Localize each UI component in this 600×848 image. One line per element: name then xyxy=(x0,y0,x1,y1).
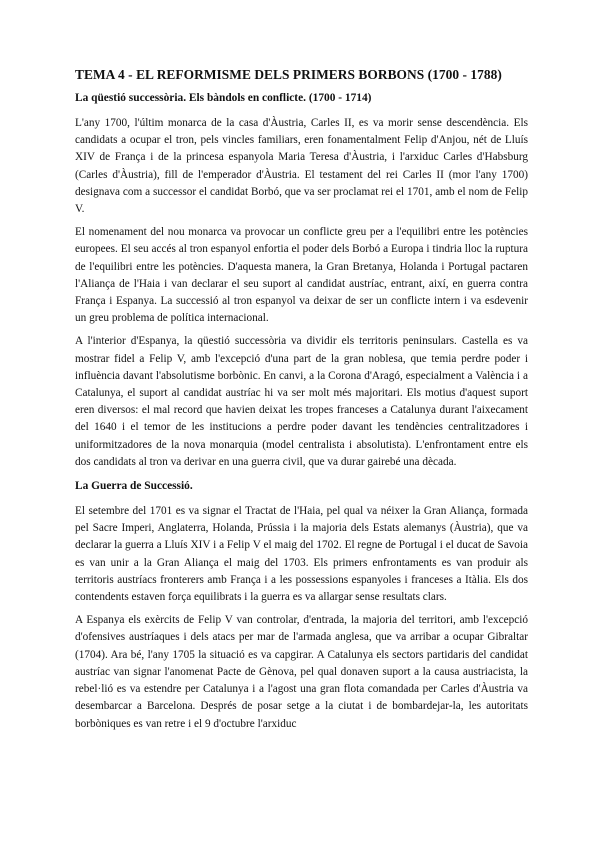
paragraph: El nomenament del nou monarca va provocar un conflicte greu per a l'equilibri entre les potències europees. El seu accés al tron espanyol enfortia el poder dels Borbó a Europa i tindria lloc la ruptura de l'equilibri entre les potències. D'aquesta manera, la Gran Bretanya, Holanda i Portugal pactaren l'Aliança de l'Haia i van declarar el seu suport al candidat austríac, entrant, així, en guerra contra França i Espanya. La successió al tron espanyol va deixar de ser un conflicte intern i va esdevenir un greu problema de política internacional. xyxy=(75,226,528,325)
section-heading-succession-question: La qüestió successòria. Els bàndols en conflicte. (1700 - 1714) xyxy=(75,92,372,104)
page-title: TEMA 4 - EL REFORMISME DELS PRIMERS BORBONS (1700 - 1788) xyxy=(75,67,502,82)
paragraph: El setembre del 1701 es va signar el Tractat de l'Haia, pel qual va néixer la Gran Aliança, formada pel Sacre Imperi, Anglaterra, Holanda, Prússia i la majoria dels Estats alemanys (Àustria), que va declarar la guerra a Lluís XIV i a Felip V el maig del 1702. El regne de Portugal i el ducat de Savoia es van unir a la Gran Aliança el maig del 1703. Els primers enfrontaments es van produir als territoris austríacs fronterers amb França i a les possessions espanyoles i franceses a Itàlia. Els dos contendents estaven força equilibrats i la guerra es va allargar sense resultats clars. xyxy=(75,505,528,604)
paragraph: L'any 1700, l'últim monarca de la casa d'Àustria, Carles II, es va morir sense descendència. Els candidats a ocupar el tron, pels vincles familiars, eren fonamentalment Felip d'Anjou, nét de Lluís XIV de França i de la princesa espanyola Maria Teresa d'Àustria, i l'arxiduc Carles d'Habsburg (Carles d'Àustria), fill de l'emperador d'Àustria. El testament del rei Carles II (mor l'any 1700) designava com a successor el candidat Borbó, que va ser proclamat rei el 1701, amb el nom de Felip V. xyxy=(75,117,528,216)
document-page xyxy=(75,67,528,739)
paragraph: A Espanya els exèrcits de Felip V van controlar, d'entrada, la majoria del territori, amb l'excepció d'ofensives austríaques i dels atacs per mar de l'armada anglesa, que va arribar a ocupar Gibraltar (1704). Ara bé, l'any 1705 la situació es va capgirar. A Catalunya els sectors partidaris del candidat austríac van signar l'anomenat Pacte de Gènova, pel qual donaven suport a la causa austriacista, la rebel·lió es va estendre per Catalunya i a l'agost una gran flota comandada per Carles d'Àustria va desembarcar a Barcelona. Després de posar setge a la ciutat i de bombardejar-la, les autoritats borbòniques es van retre i el 9 d'octubre l'arxiduc xyxy=(75,614,528,730)
section-heading-war-of-succession: La Guerra de Successió. xyxy=(75,480,193,493)
paragraph: A l'interior d'Espanya, la qüestió successòria va dividir els territoris peninsulars. Castella es va mostrar fidel a Felip V, amb l'excepció d'una part de la gran noblesa, que temia perdre poder i influència davant l'absolutisme borbònic. En canvi, a la Corona d'Aragó, especialment a València i a Catalunya, el suport al candidat austríac hi va ser molt més majoritari. Els motius d'aquest suport eren diversos: el mal record que havien deixat les tropes franceses a Catalunya durant l'aixecament del 1640 i el temor de les institucions a perdre poder davant les tendències centralitzadores i uniformitzadores de la nova monarquia (model centralista i absolutista). L'enfrontament entre els dos candidats al tron va derivar en una guerra civil, que va durar gairebé una dècada. xyxy=(75,335,528,468)
